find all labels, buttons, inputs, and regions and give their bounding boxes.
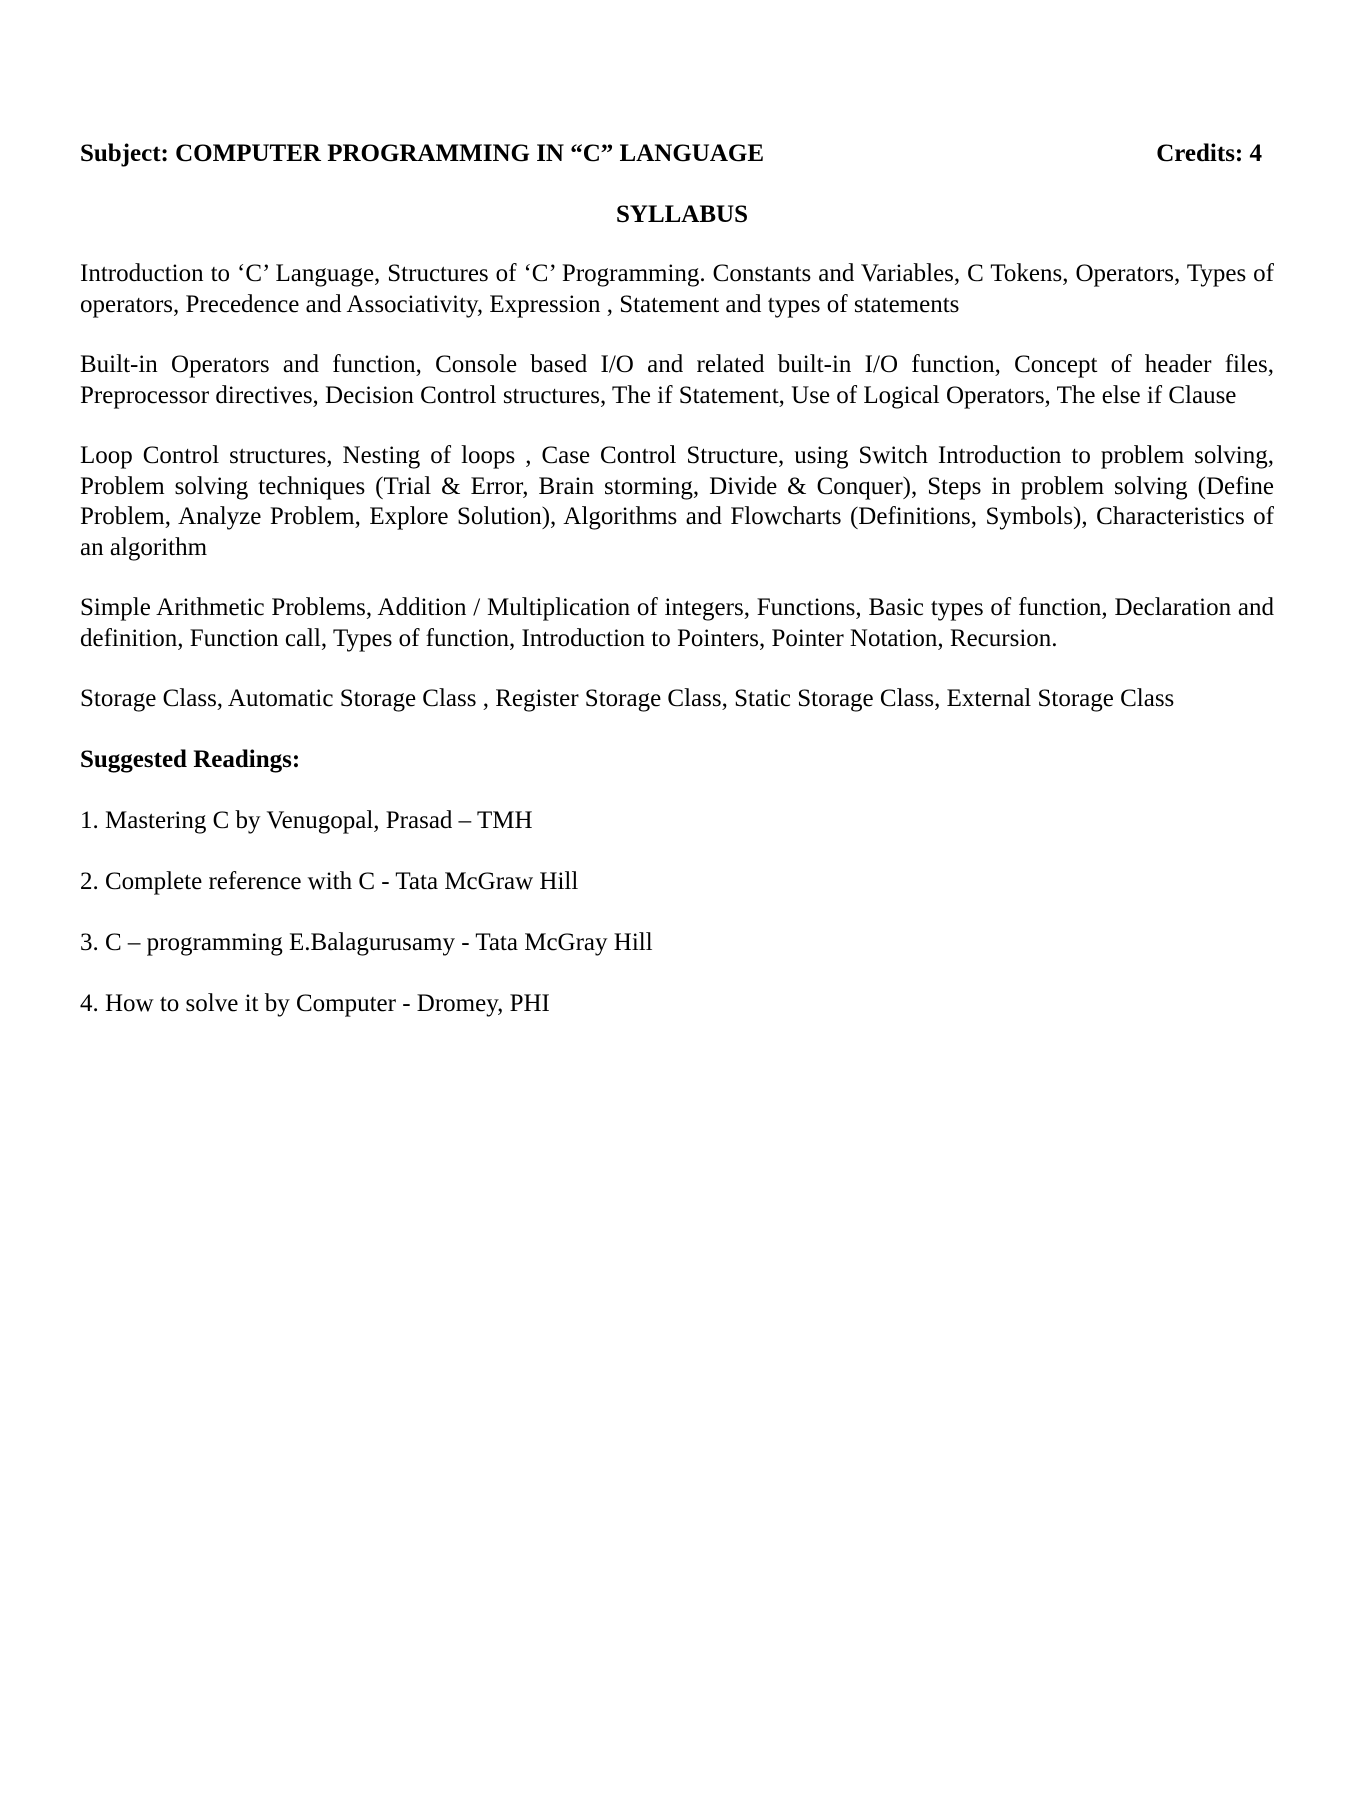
subject-header <box>80 138 1274 169</box>
syllabus-page <box>80 138 1274 1019</box>
reading-item: 1. Mastering C by Venugopal, Prasad – TMH <box>80 806 533 834</box>
syllabus-paragraph-intro: Introduction to ‘C’ Language, Structures of ‘C’ Programming. Constants and Variables, C Tokens, Operators, Types of operators, Precedence and Associativity, Expression , Statement and types of statements <box>80 260 1274 318</box>
syllabus-heading: SYLLABUS <box>616 201 748 228</box>
syllabus-paragraph-operators: Built-in Operators and function, Console based I/O and related built-in I/O function, Concept of header files, Preprocessor directives, Decision Control structures, The if Statement, Use of Logical Operators, The else if Clause <box>80 351 1274 409</box>
syllabus-paragraph-storage: Storage Class, Automatic Storage Class , Register Storage Class, Static Storage Class, External Storage Class <box>80 685 1175 712</box>
suggested-readings-heading: Suggested Readings: <box>80 745 301 773</box>
reading-item: 2. Complete reference with C - Tata McGraw Hill <box>80 867 579 895</box>
syllabus-paragraph-functions: Simple Arithmetic Problems, Addition / Multiplication of integers, Functions, Basic types of function, Declaration and definition, Function call, Types of function, Introduction to Pointers, Pointer Notation, Recursion. <box>80 594 1274 652</box>
credits-label: Credits: 4 <box>1156 140 1262 167</box>
reading-item: 4. How to solve it by Computer - Dromey, PHI <box>80 989 550 1017</box>
reading-item: 3. C – programming E.Balagurusamy - Tata McGray Hill <box>80 928 653 956</box>
subject-title: Subject: COMPUTER PROGRAMMING IN “C” LANGUAGE <box>80 140 764 167</box>
syllabus-paragraph-loops: Loop Control structures, Nesting of loops , Case Control Structure, using Switch Introduction to problem solving, Problem solving techniques (Trial & Error, Brain storming, Divide & Conquer), Steps in problem solving (Define Problem, Analyze Problem, Explore Solution), Algorithms and Flowcharts (Definitions, Symbols), Characteristics of an algorithm <box>80 442 1274 561</box>
